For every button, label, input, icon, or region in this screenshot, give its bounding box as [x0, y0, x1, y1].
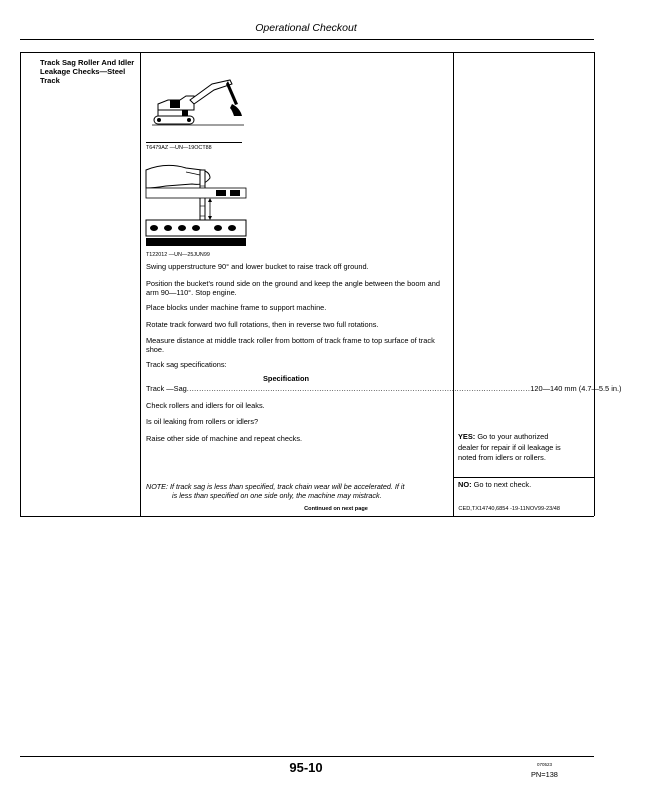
track-measurement-illustration [146, 156, 246, 248]
no-label: NO: [458, 480, 472, 489]
no-answer [458, 480, 562, 491]
check-3: Raise other side of machine and repeat checks. [146, 434, 303, 443]
spec-leader-dots: ............................................................................................................................................ [186, 384, 531, 393]
page-header: Operational Checkout [255, 22, 357, 34]
yes-label: YES: [458, 432, 476, 441]
spec-row [146, 384, 622, 393]
column-divider-2 [453, 52, 454, 516]
figure-2-caption: T122012 —UN—25JUN99 [146, 252, 210, 258]
table-left-border [20, 52, 21, 516]
section-title: Track Sag Roller And Idler Leakage Checks—Steel Track [40, 58, 135, 85]
figure-1-caption: T6479AZ —UN—19OCT88 [146, 145, 212, 151]
yes-text: Go to your authorized dealer for repair if oil leakage is noted from idlers or rollers. [458, 432, 561, 462]
spec-label: Track —Sag [146, 384, 187, 393]
step-4: Rotate track forward two full rotations, then in reverse two full rotations. [146, 320, 379, 329]
step-5: Measure distance at middle track roller from bottom of track frame to top surface of track shoe. [146, 336, 435, 354]
no-text: Go to next check. [473, 480, 532, 489]
check-1: Check rollers and idlers for oil leaks. [146, 401, 265, 410]
check-2: Is oil leaking from rollers or idlers? [146, 417, 259, 426]
figure-1-rule [146, 142, 242, 143]
table-bottom-border [20, 516, 594, 517]
table-top-border [20, 52, 594, 53]
continued-notice: Continued on next page [304, 506, 368, 512]
step-6: Track sag specifications: [146, 360, 227, 369]
page-number: 95-10 [289, 760, 323, 775]
spec-value: 120—140 mm (4.7—5.5 in.) [530, 384, 622, 393]
small-id: 070523 [537, 762, 553, 767]
note-line-2: is less than specified on one side only, the machine may mistrack. [172, 491, 382, 500]
answer-divider [453, 477, 594, 478]
note-line-1: NOTE: If track sag is less than specified, track chain wear will be accelerated. If it [146, 482, 405, 491]
step-1: Swing upperstructure 90° and lower bucket to raise track off ground. [146, 262, 369, 271]
table-right-border [594, 52, 595, 516]
yes-answer [458, 432, 562, 464]
reference-code: CED,TX14740,6854 -19-11NOV99-23/48 [458, 506, 560, 512]
step-3: Place blocks under machine frame to support machine. [146, 303, 327, 312]
excavator-illustration [150, 70, 246, 130]
spec-heading: Specification [263, 374, 309, 383]
note [146, 482, 452, 500]
column-divider-1 [140, 52, 141, 516]
header-rule [20, 39, 594, 40]
footer-rule [20, 756, 594, 757]
pn-number: PN=138 [531, 770, 558, 779]
step-2: Position the bucket's round side on the ground and keep the angle between the boom and arm 90—110°. Stop engine. [146, 279, 440, 297]
